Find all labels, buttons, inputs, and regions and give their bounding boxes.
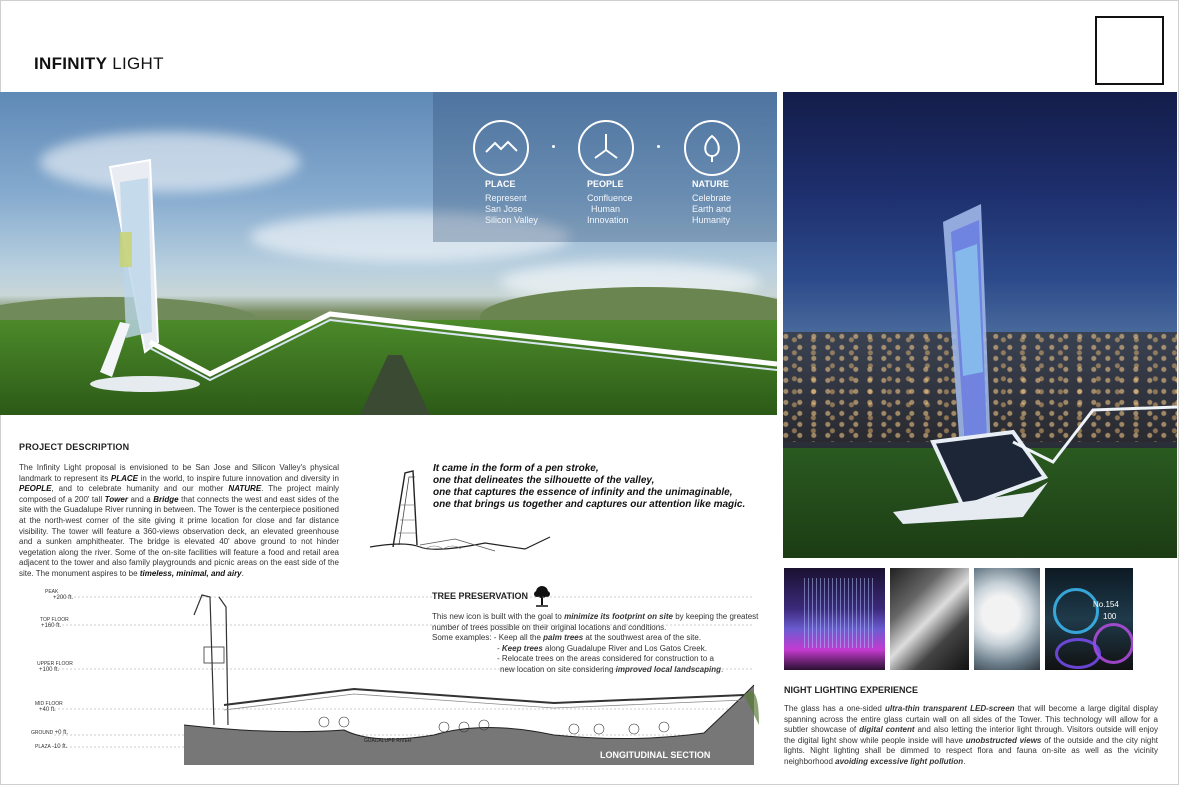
desc-text: . The project mainly composed of a 200' tall (19, 484, 339, 504)
icon-sub-line: Celebrate (692, 193, 732, 203)
night-lighting-heading: NIGHT LIGHTING EXPERIENCE (784, 685, 919, 695)
leaf-icon (684, 120, 740, 176)
icon-label-people: PEOPLE (587, 179, 624, 189)
tree-text-span: . (720, 664, 724, 674)
quote-line: It came in the form of a pen stroke, (433, 463, 599, 474)
project-description-heading: PROJECT DESCRIPTION (19, 442, 130, 452)
longitudinal-section-label: LONGITUDINAL SECTION (600, 750, 711, 760)
level-value: +200 ft. (53, 595, 74, 601)
hero-day-rendering (0, 92, 777, 415)
night-emphasis: unobstructed views (965, 735, 1042, 745)
icon-sub-line: Innovation (587, 215, 629, 225)
interior-view-thumbnail (974, 568, 1040, 670)
level-peak (25, 589, 73, 601)
icon-sub-line: Human (591, 204, 621, 214)
icon-sub-place (485, 193, 575, 226)
night-emphasis: ultra-thin transparent LED-screen (885, 704, 1015, 713)
desc-emphasis: Bridge (153, 494, 179, 504)
icon-sub-line: Silicon Valley (485, 215, 538, 225)
level-mid-floor (25, 701, 63, 713)
night-text-span: . (963, 756, 966, 766)
night-text-span: that will become a large digital display spanning across the entire glass curtain wall on all sides of the Tower. This technology will allow for a subtler showcase of (784, 704, 1159, 735)
desc-text: in the world, to inspire future innovation and diversity in (138, 473, 340, 483)
night-emphasis: avoiding excessive light pollution (835, 756, 964, 766)
night-rendering (783, 92, 1177, 558)
thumbnail-display-text: 100 (1103, 612, 1117, 621)
glass-detail-thumbnail (890, 568, 969, 670)
tree-text-span: new location on site considering (500, 664, 616, 674)
title-bold: INFINITY (34, 54, 108, 73)
led-strands (804, 578, 874, 648)
led-display-thumbnail (784, 568, 885, 670)
quote-line: one that brings us together and captures our attention like magic. (433, 499, 746, 510)
level-value: +100 ft. (39, 667, 60, 673)
icon-sub-line: Humanity (692, 215, 731, 225)
thumbnail-display-text: No.154 (1093, 600, 1119, 609)
icon-sub-line: Represent (485, 193, 527, 203)
tree-example-3: - Relocate trees on the areas considered for construction to a (497, 654, 715, 663)
icon-sub-line: Confluence (587, 193, 633, 203)
night-text-span: and also letting the interior light through. Visitors outside will enjoy the digital light show while people inside will have (784, 725, 1158, 745)
icon-sub-people (587, 193, 677, 226)
level-value: +0 ft. (54, 730, 69, 736)
desc-text: and a (127, 494, 154, 504)
tree-text-span: Some examples: - Keep all the (432, 633, 544, 642)
tree-text-span: at the southwest area of the site. (583, 633, 702, 642)
desc-text: , and to celebrate humanity and our mother (51, 484, 229, 494)
night-lighting-text (784, 704, 1158, 768)
level-name: UPPER FLOOR (37, 661, 73, 667)
level-top-floor (25, 617, 69, 629)
icon-sub-nature (692, 193, 777, 226)
digital-content-thumbnail (1045, 568, 1133, 670)
level-name: MID FLOOR (35, 701, 63, 707)
tree-emphasis: palm trees (543, 633, 584, 642)
night-emphasis: digital content (859, 725, 915, 735)
quote-line: one that captures the essence of infinity and the unimaginable, (433, 487, 733, 498)
icon-sub-line: Earth and (692, 204, 732, 214)
tree-text-span: This new icon is built with the goal to (432, 612, 565, 621)
desc-text: . (241, 568, 244, 578)
level-plaza (25, 744, 67, 750)
quote-line: one that delineates the silhouette of the valley, (433, 475, 655, 486)
icon-sub-line: San Jose (485, 204, 523, 214)
river-label: GUADALUPE RIVER (364, 738, 412, 744)
project-description-text (19, 463, 339, 580)
tree-text-span: by keeping the greatest number of trees possible on their original locations and conditions. (432, 612, 759, 632)
tower-bridge-day (0, 92, 777, 415)
desc-emphasis: timeless, minimal, and airy (139, 568, 242, 578)
desc-emphasis: Tower (104, 494, 128, 504)
tree-emphasis: Keep trees (501, 643, 543, 653)
concept-quote (433, 463, 773, 511)
level-name: PEAK (45, 589, 59, 595)
desc-emphasis: PLACE (110, 473, 138, 483)
tree-text-span: along Guadalupe River and Los Gatos Creek. (542, 643, 707, 653)
tree-preservation-heading: TREE PRESERVATION (432, 591, 529, 601)
icon-label-place: PLACE (485, 179, 516, 189)
tree-text-span: - (497, 643, 502, 653)
tree-emphasis: minimize its footprint on site (564, 612, 673, 621)
level-value: +40 ft. (39, 707, 56, 713)
level-name: PLAZA (35, 744, 51, 750)
night-text-span: The glass has a one-sided (784, 704, 886, 713)
desc-text: that connects the west and east sides of the site with the Guadalupe River running in between. The Tower is the centerpiece positioned at the north-west corner of the site giving it prime location for close and far distance visibility. The tower will feature a 360-views observation deck, an elevated greenhouse and a sunken amphitheater. The bridge is elevated 40' above ground to not hinder vegetation along the river. Some of the on-site facilities will feature a food and retail area adjacent to the tower and also family playgrounds and picnic areas on the east side of the site. The monument aspires to be (19, 494, 340, 578)
wave-icon (473, 120, 529, 176)
level-value: +160 ft. (41, 623, 62, 629)
level-name: GROUND (31, 730, 54, 736)
title-rest: LIGHT (107, 54, 164, 73)
night-text-span: of the outside and the city night lights. Night lighting shall be dimmed to respect flora and fauna on-site as well as the vicinity neighborhood (784, 735, 1159, 766)
desc-emphasis: NATURE (228, 484, 262, 494)
tree-emphasis: improved local landscaping (615, 664, 721, 674)
level-value: -10 ft. (51, 744, 68, 750)
page-title (34, 54, 164, 74)
level-ground (25, 730, 68, 736)
logo-placeholder (1095, 16, 1164, 85)
desc-emphasis: PEOPLE (19, 484, 52, 494)
desc-text: The Infinity Light proposal is envisioned to be San Jose and Silicon Valley's physical landmark to represent its (19, 463, 339, 483)
level-name: TOP FLOOR (40, 617, 69, 623)
icon-label-nature: NATURE (692, 179, 729, 189)
confluence-icon (578, 120, 634, 176)
level-upper-floor (25, 661, 73, 673)
longitudinal-section-drawing (14, 585, 770, 765)
